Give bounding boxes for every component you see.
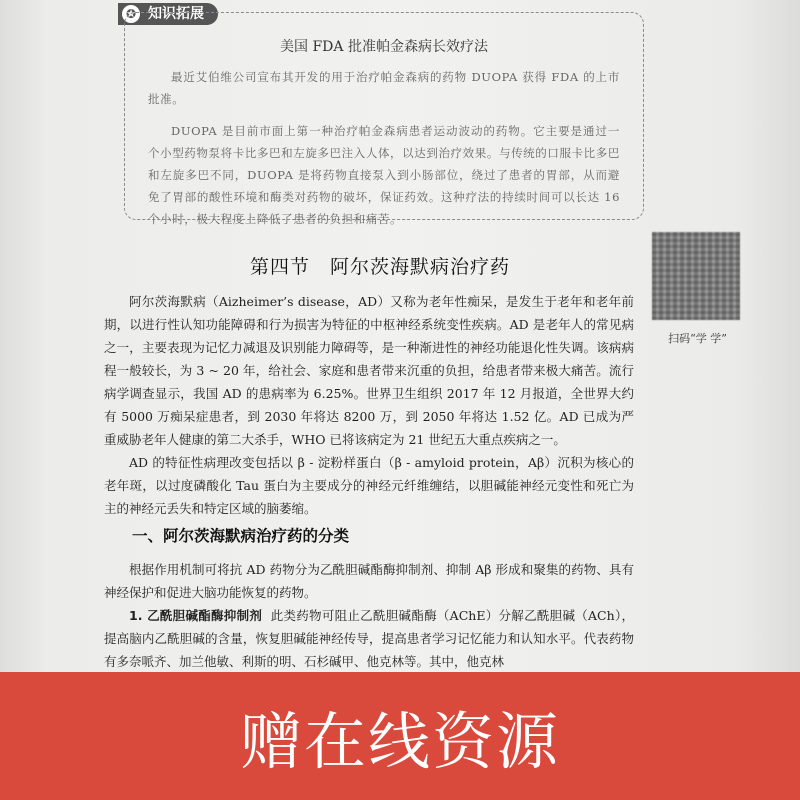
classification-paragraph: 根据作用机制可将抗 AD 药物分为乙酰胆碱酯酶抑制剂、抑制 Aβ 形成和聚集的药物、具有神经保护和促进大脑功能恢复的药物。 (104, 562, 634, 600)
section-title: 阿尔茨海默病治疗药 (330, 256, 511, 278)
item-label: 1. 乙酰胆碱酯酶抑制剂 (129, 608, 263, 623)
qr-caption: 扫码“学 学” (668, 332, 727, 345)
intro-text (104, 290, 634, 520)
promo-banner (0, 672, 800, 800)
classification-item (104, 604, 634, 672)
lightbulb-icon: ✪ (122, 5, 140, 23)
badge-label: 知识拓展 (148, 6, 204, 22)
banner-text: 赠在线资源 (239, 704, 560, 778)
classification-text (104, 558, 634, 672)
box-text (148, 66, 620, 230)
intro-paragraph: 阿尔茨海默病（Aizheimer’s disease，AD）又称为老年性痴呆，是发生于老年和老年前期，以进行性认知功能障碍和行为损害为特征的中枢神经系统变性疾病。AD 是老年人的常见病之一，主要表现为记忆力减退及识别能力障碍等，是一种渐进性的神经功能退化性失调。该病病程一般较长，为 3 ~ 20 年，给社会、家庭和患者带来沉重的负担，给患者带来极大痛苦。流行病学调查显示，我国 AD 的患病率为 6.25%。世界卫生组织 2017 年 12 月报道，全世界大约有 5000 万痴呆症患者，到 2030 年将达 8200 万，到 2050 年将达 1.52 亿。AD 已成为严重威胁老年人健康的第二大杀手，WHO 已将该病定为 21 世纪五大重点疾病之一。 (104, 294, 634, 447)
box-paragraph: 最近艾伯维公司宣布其开发的用于治疗帕金森病的药物 DUOPA 获得 FDA 的上市批准。 (148, 70, 620, 106)
qr-code[interactable] (652, 232, 740, 320)
box-paragraph: DUOPA 是目前市面上第一种治疗帕金森病患者运动波动的药物。它主要是通过一个小型药物泵将卡比多巴和左旋多巴注入人体，以达到治疗效果。与传统的口服卡比多巴和左旋多巴不同，DUOPA 是将药物直接泵入到小肠部位，绕过了患者的胃部，从而避免了胃部的酸性环境和酶类对药物的破坏，保证药效。这种疗法的持续时间可以长达 16 个小时，极大程度上降低了患者的负担和痛苦。 (148, 124, 620, 226)
box-title: 美国 FDA 批准帕金森病长效疗法 (280, 39, 488, 55)
section-heading (120, 252, 640, 279)
subsection-heading: 一、阿尔茨海默病治疗药的分类 (132, 527, 350, 545)
section-number: 第四节 (249, 256, 310, 278)
item-text: 此类药物可阻止乙酰胆碱酯酶（AChE）分解乙酰胆碱（ACh），提高脑内乙酰胆碱的含量，恢复胆碱能神经传导，提高患者学习记忆能力和认知水平。代表药物有多奈哌齐、加兰他敏、利斯的明、石杉碱甲、他克林等。其中，他克林 (104, 608, 634, 669)
intro-paragraph: AD 的特征性病理改变包括以 β - 淀粉样蛋白（β - amyloid protein，Aβ）沉积为核心的老年斑，以过度磷酸化 Tau 蛋白为主要成分的神经元纤维缠结，以胆碱能神经元变性和死亡为主的神经元丢失和特定区域的脑萎缩。 (104, 455, 634, 516)
